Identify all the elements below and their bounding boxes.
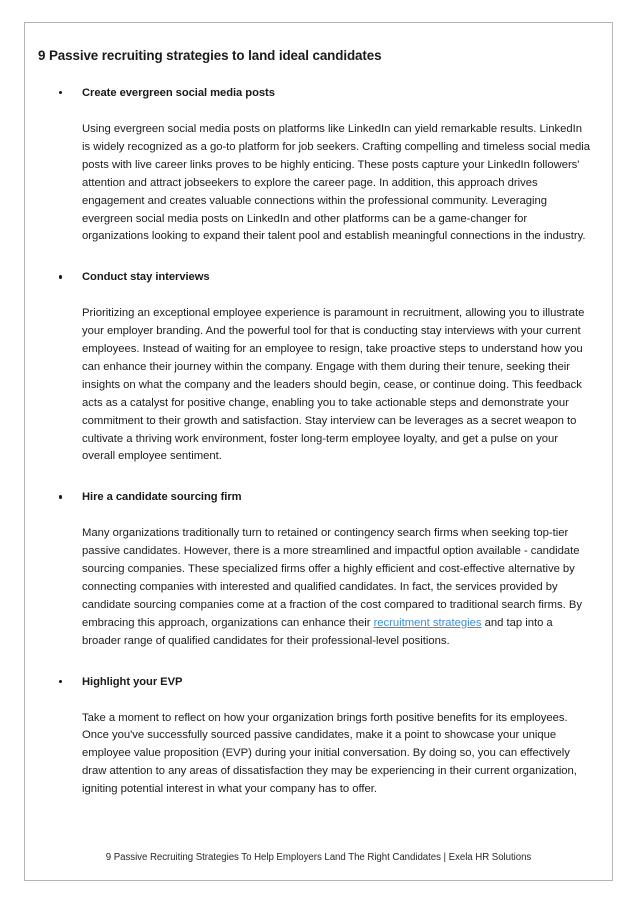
strategy-heading-label: Conduct stay interviews	[82, 271, 210, 284]
strategy-section-1	[38, 86, 599, 246]
strategy-section-2	[38, 270, 599, 466]
bullet-dot-icon	[59, 680, 62, 683]
bullet-dot-icon	[59, 275, 62, 278]
bullet-dot-icon	[59, 91, 62, 94]
strategy-body-1: Using evergreen social media posts on platforms like LinkedIn can yield remarkable results. LinkedIn is widely recognized as a go-to platform for job seekers. Crafting compelling and timeless social media posts with live career links proves to be highly enticing. These posts capture your LinkedIn followers' attention and attract jobseekers to explore the career page. In addition, this approach drives engagement and creates valuable connections within the professional community. Leveraging evergreen social media posts on LinkedIn and other platforms can be a game-changer for organizations looking to expand their talent pool and establish meaningful connections in the industry.	[82, 123, 591, 243]
recruitment-strategies-link[interactable]: recruitment strategies	[373, 616, 482, 629]
strategy-body-4: Take a moment to reflect on how your organization brings forth positive benefits for its employees. Once you've successfully sourced passive candidates, make it a point to showcase your unique employee value proposition (EVP) during your initial conversation. By doing so, you can effectively draw attention to any areas of dissatisfaction they may be experiencing in their current organization, igniting potential interest in what your company has to offer.	[82, 711, 577, 796]
strategy-heading-2	[38, 270, 599, 284]
strategy-heading-label: Create evergreen social media posts	[82, 87, 275, 100]
document-page	[24, 22, 613, 881]
strategy-list	[38, 86, 599, 799]
page-title: 9 Passive recruiting strategies to land ideal candidates	[38, 48, 382, 63]
body-text-before-link: Many organizations traditionally turn to retained or contingency search firms when seeking top-tier passive candidates. However, there is a more streamlined and impactful option available - candidate sourcing companies. These specialized firms offer a highly efficient and cost-effective alternative by connecting companies with interested and qualified candidates. In fact, the services provided by candidate sourcing companies come at a fraction of the cost compared to traditional search firms. By embracing this approach, organizations can enhance their	[82, 527, 582, 629]
strategy-section-3	[38, 490, 599, 650]
strategy-heading-label: Hire a candidate sourcing firm	[82, 491, 242, 504]
strategy-heading-1	[38, 86, 599, 100]
strategy-section-4	[38, 675, 599, 799]
strategy-body-2: Prioritizing an exceptional employee experience is paramount in recruitment, allowing you to illustrate your employer branding. And the powerful tool for that is conducting stay interviews with your current employees. Instead of waiting for an employee to resign, take proactive steps to understand how you can enhance their journey within the company. Engage with them during their tenure, seeking their insights on what the company and the leaders should begin, cease, or continue doing. This feedback acts as a catalyst for positive change, enabling you to take actionable steps and demonstrate your commitment to their growth and satisfaction. Stay interview can be leverages as a secret weapon to cultivate a thriving work environment, foster long-term employee loyalty, and get a pulse on your overall employee sentiment.	[82, 307, 585, 463]
strategy-heading-4	[38, 675, 599, 689]
page-content-area	[38, 48, 599, 880]
strategy-heading-label: Highlight your EVP	[82, 675, 183, 688]
strategy-heading-3	[38, 490, 599, 504]
bullet-dot-icon	[59, 495, 62, 498]
body-text-after-link: and tap into a broader range of qualified candidates for their professional-level positions.	[82, 616, 553, 647]
page-footer: 9 Passive Recruiting Strategies To Help Employers Land The Right Candidates | Exela HR Solutions	[105, 852, 532, 863]
strategy-body-3	[38, 525, 599, 650]
